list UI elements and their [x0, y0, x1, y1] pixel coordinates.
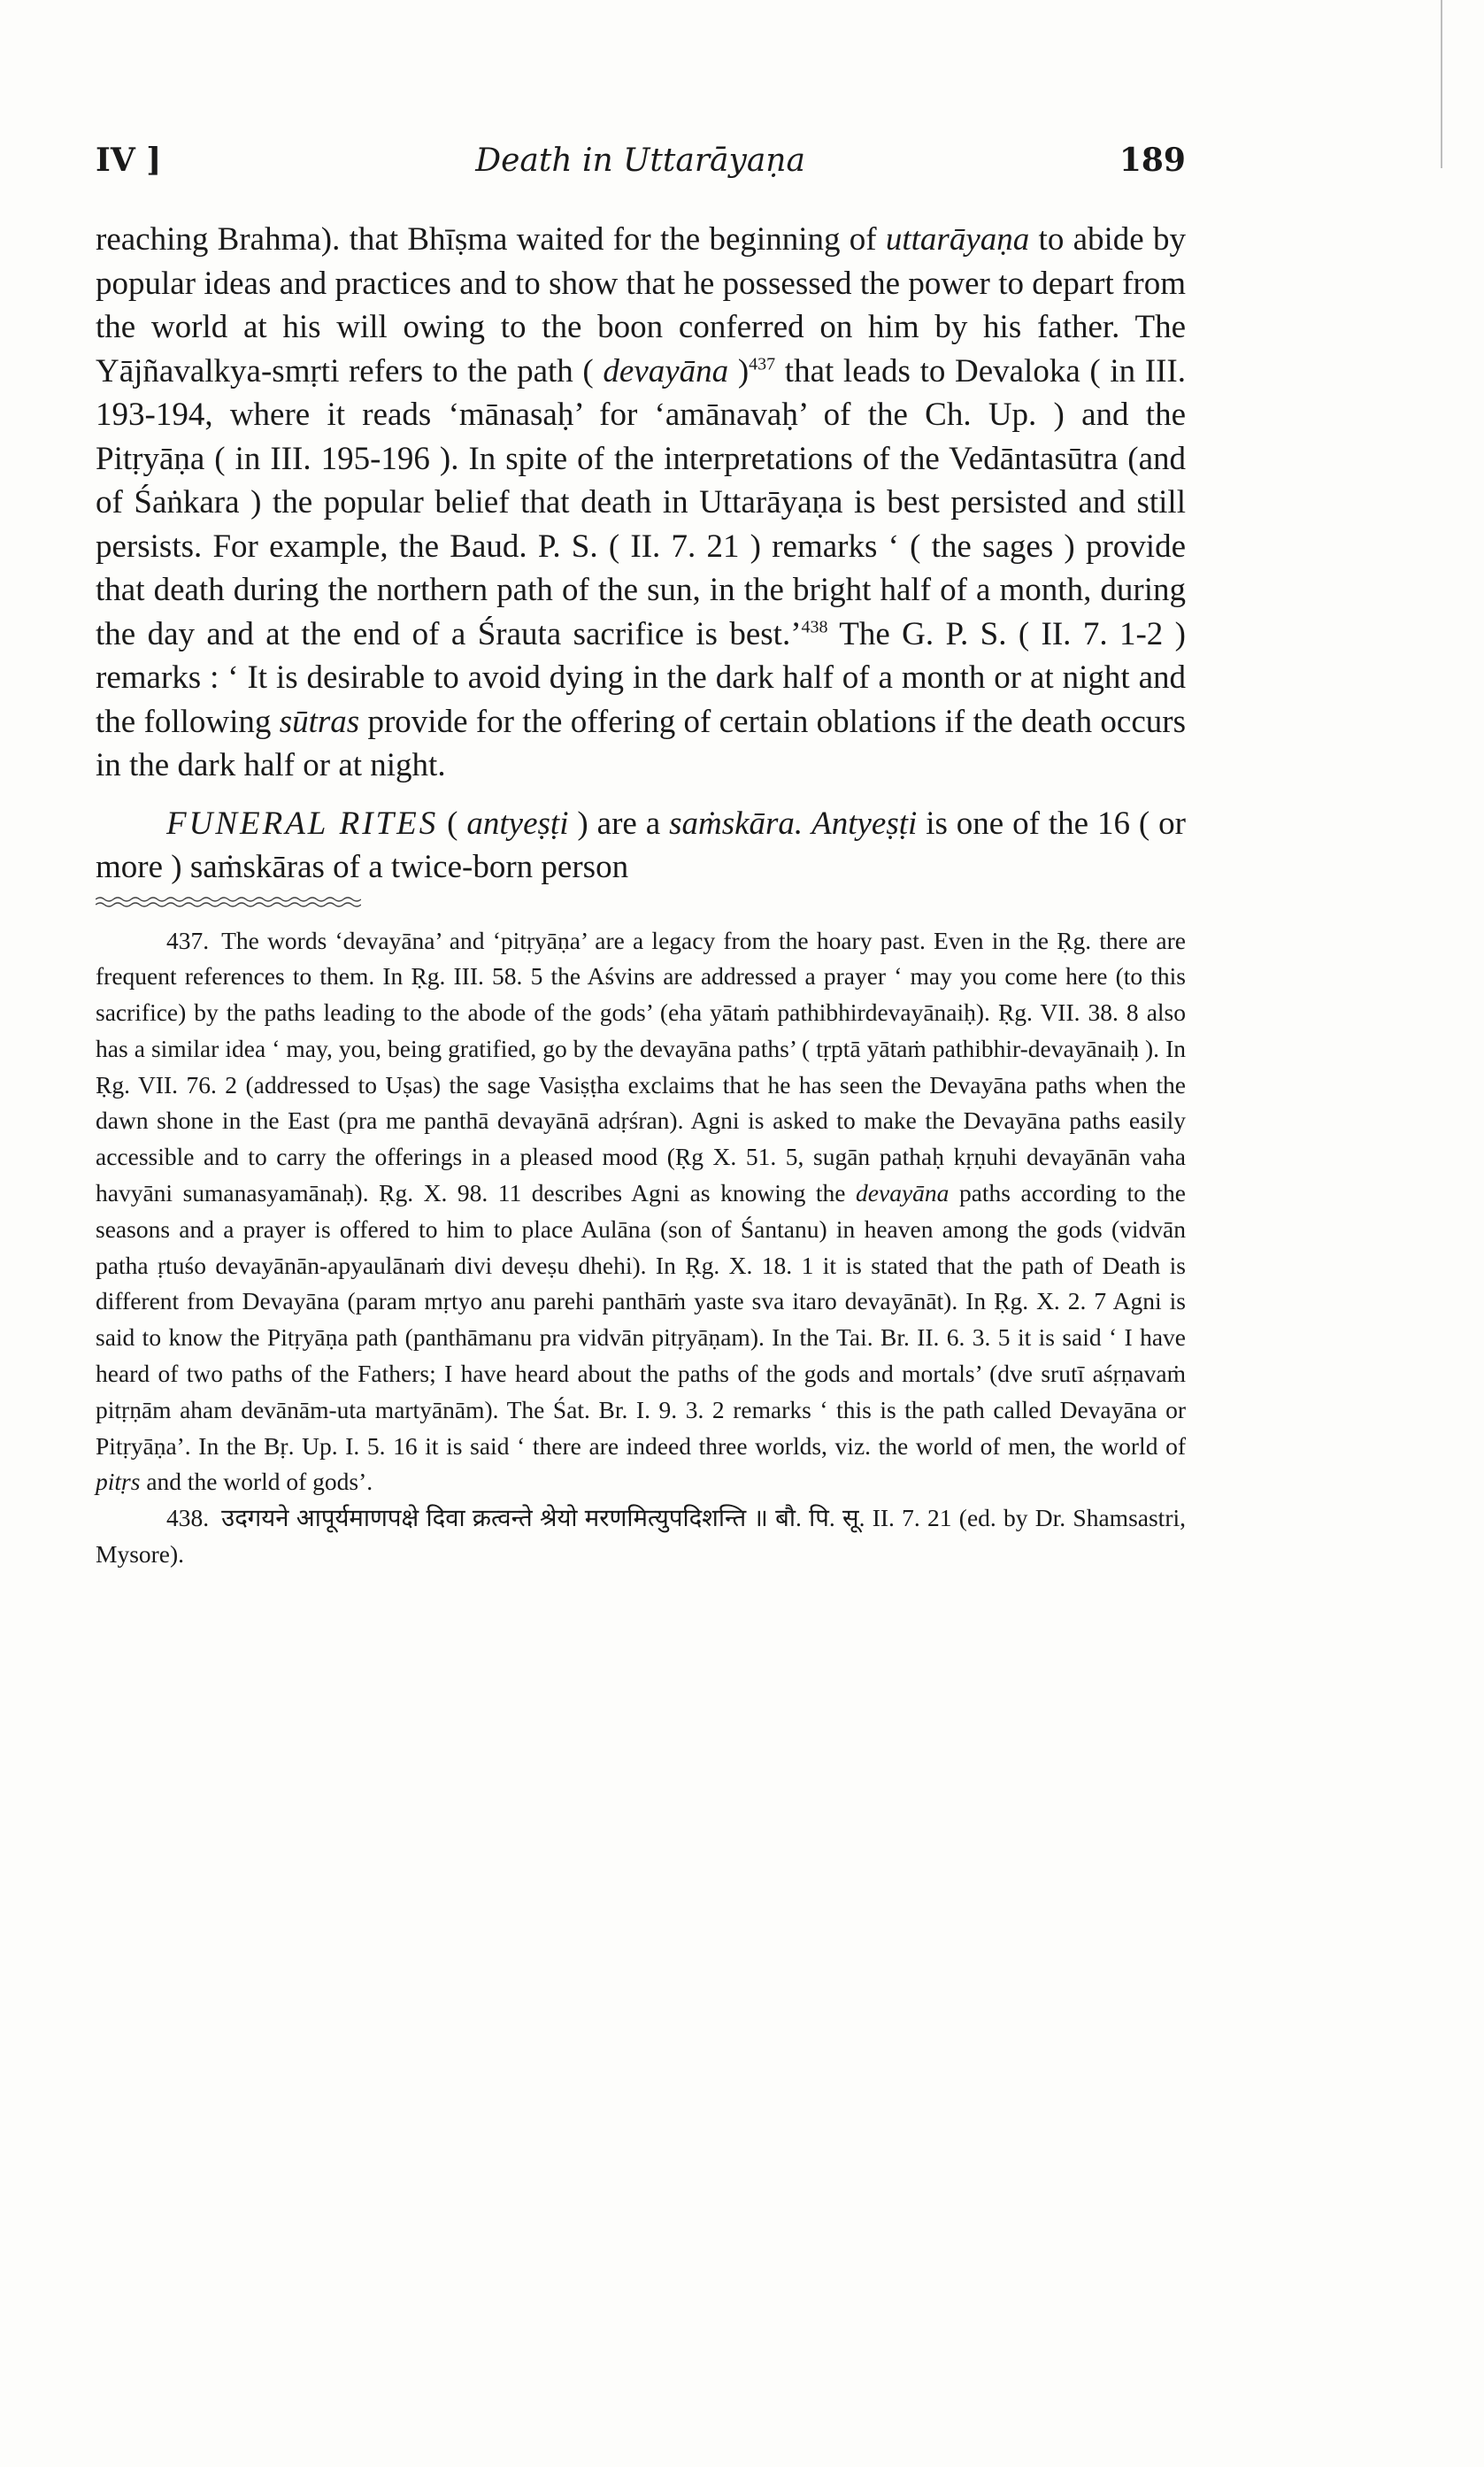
- footnote-separator: [96, 895, 1186, 909]
- running-title: Death in Uttarāyaṇa: [475, 143, 805, 179]
- book-page: [96, 142, 1186, 1573]
- page-number: 189: [1119, 142, 1186, 179]
- paragraph-funeral-rites: FUNERAL RITES ( antyeṣṭi ) are a saṁskāra. Antyeṣṭi is one of the 16 ( or more ) saṁskāras of a twice-born person: [96, 805, 1186, 885]
- footnote-ref-437[interactable]: 437: [749, 354, 776, 374]
- footnote-437: 437. The words ‘devayāna’ and ‘pitṛyāṇa’ are a legacy from the hoary past. Even in the Ṛg. there are frequent references to them. In Ṛg. III. 58. 5 the Aśvins are addressed a prayer ‘ may you come here (to this sacrifice) by the paths leading to the abode of the gods’ (eha yātaṁ pathibhirdevayānaiḥ). Ṛg. VII. 38. 8 also has a similar idea ‘ may, you, being gratified, go by the devayāna paths’ ( tṛptā yātaṁ pathibhir-devayānaiḥ ). In Ṛg. VII. 76. 2 (addressed to Uṣas) the sage Vasiṣṭha exclaims that he has seen the Devayāna paths when the dawn shone in the East (pra me panthā devayānā adṛśran). Agni is asked to make the Devayāna paths easily accessible and to carry the offerings in a pleased mood (Ṛg X. 51. 5, sugān pathaḥ kṛṇuhi devayānān vaha havyāni sumanasyamānaḥ). Ṛg. X. 98. 11 describes Agni as knowing the devayāna paths according to the seasons and a prayer is offered to him to place Aulāna (son of Śantanu) in heaven among the gods (vidvān patha ṛtuśo devayānān-apyaulānaṁ divi deveṣu dhehi). In Ṛg. X. 18. 1 it is stated that the path of Death is different from Devayāna (param mṛtyo anu parehi panthāṁ yaste sva itaro devayānāt). In Ṛg. X. 2. 7 Agni is said to know the Pitṛyāṇa path (panthāmanu pra vidvān pitṛyāṇam). In the Tai. Br. II. 6. 3. 5 it is said ‘ I have heard of two paths of the Fathers; I have heard about the paths of the gods and mortals’ (dve srutī aśṛṇavaṁ pitṛṇām aham devānām-uta martyānām). The Śat. Br. I. 9. 3. 2 remarks ‘ this is the path called Devayāna or Pitṛyāṇa’. In the Bṛ. Up. I. 5. 16 it is said ‘ there are indeed three worlds, viz. the world of men, the world of pitṛs and the world of gods’.: [96, 926, 1186, 1496]
- footnote-ref-438[interactable]: 438: [801, 617, 828, 637]
- main-text: [96, 218, 1186, 890]
- wavy-rule-icon: [96, 895, 361, 909]
- page-edge-line: [1441, 0, 1442, 168]
- footnote-number: 437.: [166, 926, 210, 954]
- running-header: [96, 142, 1186, 179]
- footnote-number: 438.: [166, 1504, 210, 1532]
- paragraph-uttarayana: reaching Brahma). that Bhīṣma waited for the beginning of uttarāyaṇa to abide by popular ideas and practices and to show that he possessed the power to depart from the world at his will owing to the boon conferred on him by his father. The Yājñavalkya-smṛti refers to the path ( devayāna )$^{437}$ that leads to Devaloka ( in III. 193-194, where it reads ‘mānasaḥ’ for ‘amānavaḥ’ of the Ch. Up. ) and the Pitṛyāṇa ( in III. 195-196 ). In spite of the interpretations of the Vedāntasūtra (and of Śaṅkara ) the popular belief that death in Uttarāyaṇa is best persisted and still persists. For example, the Baud. P. S. ( II. 7. 21 ) remarks ‘ ( the sages ) provide that death during the northern path of the sun, in the bright half of a month, during the day and at the end of a Śrauta sacrifice is best.’$^{438}$ The G. P. S. ( II. 7. 1-2 ) remarks : ‘ It is desirable to avoid dying in the dark half of a month or at night and the following sūtras provide for the offering of certain oblations if the death occurs in the dark half or at night.: [96, 221, 1186, 783]
- footnote-438: 438. उदगयने आपूर्यमाणपक्षे दिवा क्रत्वन्ते श्रेयो मरणमित्युपदिशन्ति ॥ बौ. पि. सू. II. 7. 21 (ed. by Dr. Shamsastri, Mysore).: [96, 1504, 1186, 1569]
- section-heading-funeral-rites: FUNERAL RITES: [166, 805, 439, 842]
- footnotes: [96, 923, 1186, 1573]
- section-number: IV ]: [96, 142, 162, 179]
